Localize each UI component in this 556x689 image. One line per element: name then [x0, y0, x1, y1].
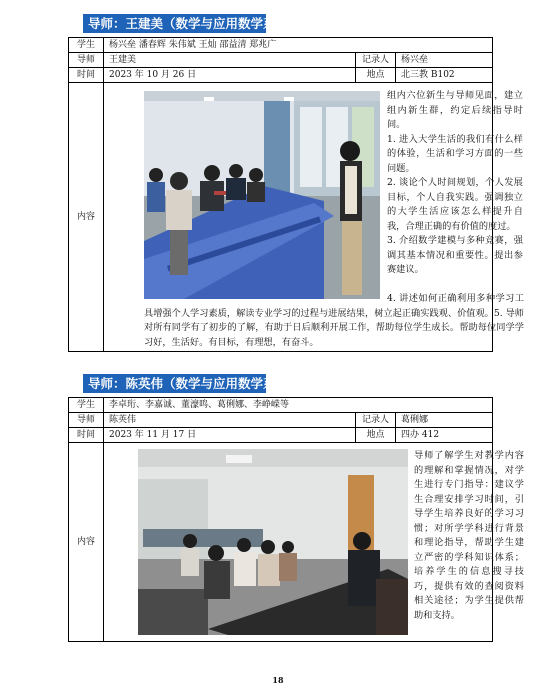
time-label: 时间 — [69, 428, 104, 443]
recorder-label: 记录人 — [356, 413, 396, 428]
content-paragraph: 2. 谈论个人时间规划，个人发展目标，个人自我实践。强调独立的大学生活应该怎么样提升自我，合理正确的有价值的度过。 — [387, 177, 523, 232]
content-paragraph: 3. 介绍数学建模与多种竞赛，强调其基本情况和重要性。提出参赛建议。 — [387, 235, 523, 275]
location-label: 地点 — [356, 428, 396, 443]
meeting-photo — [138, 449, 408, 635]
mentor-label: 导师 — [69, 53, 104, 68]
record-table-1 — [68, 37, 524, 352]
mentor-banner-1: 导师：王建美（数学与应用数学系） — [83, 14, 266, 33]
location-value: 四办 412 — [396, 428, 493, 443]
location-label: 地点 — [356, 68, 396, 83]
content-paragraph: 4. 讲述如何正确利用多种学习工具增强个人学习素质，解读专业学习的过程与进展结果，树立起正确实践观、价值观。5. 导师对所有同学有了初步的了解，有助于日后顺利开展工作，帮助每位学生成长。帮助每位同学学习好，生活好。有目标，有理想，有奋斗。 — [144, 293, 524, 348]
page-number: 18 — [272, 675, 284, 685]
content-cell — [104, 443, 524, 642]
location-value: 北三教 B102 — [396, 68, 493, 83]
students-value: 李卓珩、李嘉诚、董濠鸣、葛俐娜、李峥嵘等 — [104, 398, 493, 413]
content-paragraph: 组内六位新生与导师见面，建立组内新生群，约定后续指导时间。 — [387, 90, 523, 130]
meeting-photo — [144, 91, 380, 299]
content-label: 内容 — [69, 443, 104, 642]
time-value: 2023 年 10 月 26 日 — [104, 68, 356, 83]
time-value: 2023 年 11 月 17 日 — [104, 428, 356, 443]
recorder-value: 葛俐娜 — [396, 413, 493, 428]
mentor-label: 导师 — [69, 413, 104, 428]
content-wrap-text — [144, 292, 524, 350]
mentor-value: 王建美 — [104, 53, 356, 68]
content-side-text — [387, 89, 523, 278]
students-label: 学生 — [69, 398, 104, 413]
content-label: 内容 — [69, 83, 104, 352]
content-cell — [104, 83, 524, 352]
time-label: 时间 — [69, 68, 104, 83]
mentor-value: 陈英伟 — [104, 413, 356, 428]
recorder-label: 记录人 — [356, 53, 396, 68]
record-table-2 — [68, 397, 524, 642]
content-side-text — [414, 449, 524, 623]
content-paragraph: 1. 进入大学生活的我们有什么样的体验，生活和学习方面的一些问题。 — [387, 133, 523, 174]
students-value: 杨兴垒 潘春辉 朱伟斌 王灿 邵益清 郑兆广 — [104, 38, 493, 53]
content-paragraph: 导师了解学生对教学内容的理解和掌握情况，对学生进行专门指导：建议学生合理安排学习时间，引导学生培养良好的学习习惯；对所学学科进行背景和理论指导，帮助学生建立严密的学科知识体系；培养学生的信息搜寻技巧，提供有效的查阅资料相关途径；为学生提供帮助和支持。 — [414, 450, 524, 621]
students-label: 学生 — [69, 38, 104, 53]
recorder-value: 杨兴垒 — [396, 53, 493, 68]
mentor-banner-2: 导师：陈英伟（数学与应用数学系） — [83, 374, 266, 393]
